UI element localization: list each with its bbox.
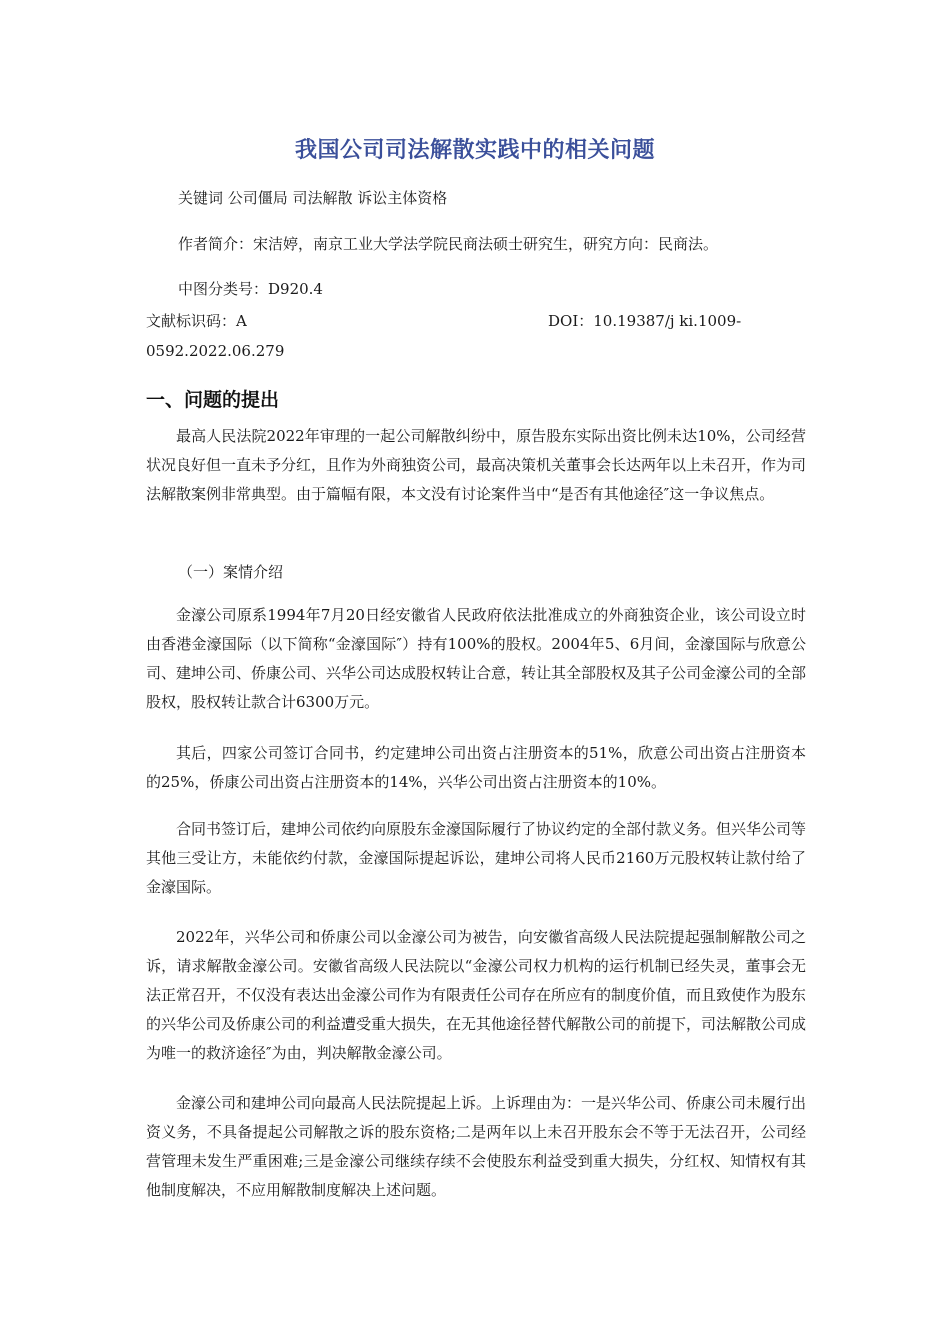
document-code: 文献标识码：A [146, 312, 247, 330]
doi-continuation: 0592.2022.06.279 [146, 342, 285, 360]
paragraph-6: 金濠公司和建坤公司向最高人民法院提起上诉。上诉理由为：一是兴华公司、侨康公司未履行出资义务，不具备提起公司解散之诉的股东资格;二是两年以上未召开股东会不等于无法召开，公司经营管理未发生严重困难;三是金濠公司继续存续不会使股东利益受到重大损失，分红权、知情权有其他制度解决，不应用解散制度解决上述问题。 [146, 1094, 807, 1199]
keywords-line: 关键词 公司僵局 司法解散 诉讼主体资格 [178, 189, 448, 207]
page-title: 我国公司司法解散实践中的相关问题 [294, 138, 655, 163]
section-heading: 一、问题的提出 [146, 389, 280, 411]
classification-number: 中图分类号：D920.4 [178, 280, 323, 298]
paragraph-4: 合同书签订后，建坤公司依约向原股东金濠国际履行了协议约定的全部付款义务。但兴华公司等其他三受让方，未能依约付款，金濠国际提起诉讼，建坤公司将人民币2160万元股权转让款付给了金濠国际。 [146, 820, 807, 896]
subsection-heading: （一）案情介绍 [178, 563, 284, 581]
paragraph-3: 其后，四家公司签订合同书，约定建坤公司出资占注册资本的51%，欣意公司出资占注册资本的25%，侨康公司出资占注册资本的14%，兴华公司出资占注册资本的10%。 [146, 744, 806, 791]
doi-line: DOI：10.19387/j ki.1009- [548, 312, 742, 330]
author-intro: 作者简介：宋洁婷，南京工业大学法学院民商法硕士研究生，研究方向：民商法。 [178, 235, 719, 253]
paragraph-2: 金濠公司原系1994年7月20日经安徽省人民政府依法批准成立的外商独资企业，该公司设立时由香港金濠国际（以下简称“金濠国际″）持有100%的股权。2004年5、6月间，金濠国际与欣意公司、建坤公司、侨康公司、兴华公司达成股权转让合意，转让其全部股权及其子公司金濠公司的全部股权，股权转让款合计6300万元。 [146, 606, 807, 711]
paragraph-5: 2022年，兴华公司和侨康公司以金濠公司为被告，向安徽省高级人民法院提起强制解散公司之诉，请求解散金濠公司。安徽省高级人民法院以“金濠公司权力机构的运行机制已经失灵，董事会无法正常召开，不仅没有表达出金濠公司作为有限责任公司存在所应有的制度价值，而且致使作为股东的兴华公司及侨康公司的利益遭受重大损失，在无其他途径替代解散公司的前提下，司法解散公司成为唯一的救济途径″为由，判决解散金濠公司。 [146, 928, 807, 1062]
paragraph-1: 最高人民法院2022年审理的一起公司解散纠纷中，原告股东实际出资比例未达10%，公司经营状况良好但一直未予分红，且作为外商独资公司，最高决策机关董事会长达两年以上未召开，作为司法解散案例非常典型。由于篇幅有限，本文没有讨论案件当中“是否有其他途径″这一争议焦点。 [146, 427, 807, 503]
